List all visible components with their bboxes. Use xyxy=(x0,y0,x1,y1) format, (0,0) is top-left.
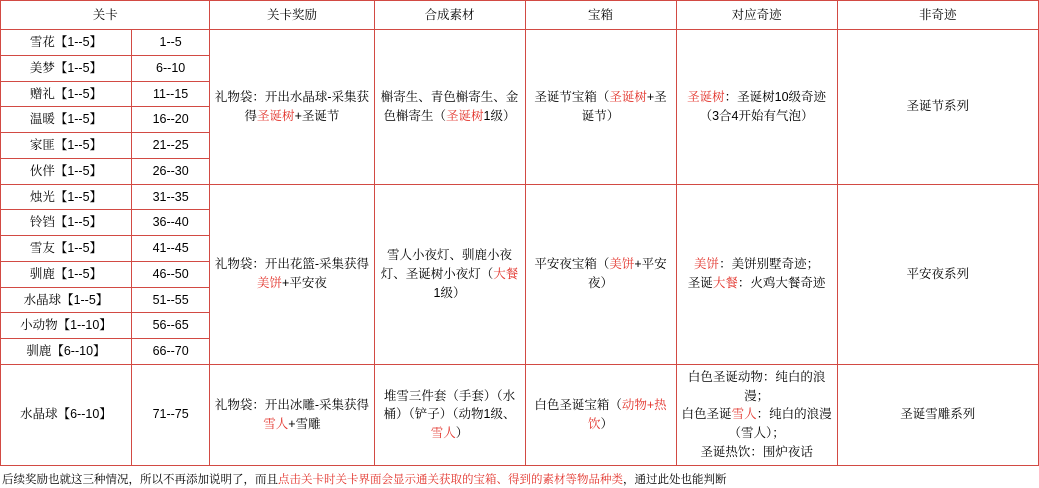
column-header-wonder: 对应奇迹 xyxy=(676,1,837,30)
chest-text-highlight: 动物+热饮 xyxy=(588,397,667,431)
cell-stage: 小动物【1--10】 xyxy=(1,313,132,339)
cell-material-group2 xyxy=(374,184,525,364)
cell-range: 31--35 xyxy=(131,184,210,210)
reward-text-post: +雪雕 xyxy=(288,416,321,431)
cell-stage: 赠礼【1--5】 xyxy=(1,81,132,107)
cell-nonwonder-group2: 平安夜系列 xyxy=(837,184,1038,364)
cell-chest-group3 xyxy=(525,364,676,465)
cell-stage: 水晶球【6--10】 xyxy=(1,364,132,465)
cell-stage: 烛光【1--5】 xyxy=(1,184,132,210)
cell-wonder-group2 xyxy=(676,184,837,364)
footnote xyxy=(0,466,1039,488)
reward-text-highlight: 美饼 xyxy=(257,276,283,291)
wonder-line xyxy=(681,368,833,406)
chest-text-pre: 平安夜宝箱（ xyxy=(534,257,610,272)
cell-stage: 家匪【1--5】 xyxy=(1,133,132,159)
cell-material-group3 xyxy=(374,364,525,465)
wonder-line-pre: 白色圣诞动物：纯白的浪漫； xyxy=(687,369,826,403)
chest-text-post: ） xyxy=(600,416,614,431)
reward-text-post: +圣诞节 xyxy=(294,108,340,123)
cell-range: 6--10 xyxy=(131,55,210,81)
footnote-post: ，通过此处也能判断 xyxy=(623,473,727,486)
wonder-line-highlight: 大餐 xyxy=(712,276,738,291)
cell-stage: 美梦【1--5】 xyxy=(1,55,132,81)
cell-stage: 雪友【1--5】 xyxy=(1,236,132,262)
wonder-line xyxy=(681,274,833,293)
material-text-post: 1级） xyxy=(433,285,466,300)
cell-reward-group2 xyxy=(210,184,374,364)
cell-wonder-group3 xyxy=(676,364,837,465)
table-row xyxy=(1,364,1039,465)
table-header xyxy=(1,1,1039,30)
table-row xyxy=(1,184,1039,210)
chest-text-post: +圣诞节） xyxy=(581,90,667,123)
cell-range: 46--50 xyxy=(131,261,210,287)
column-header-material: 合成素材 xyxy=(374,1,525,30)
chest-text-pre: 圣诞节宝箱（ xyxy=(534,90,610,104)
cell-nonwonder-group3: 圣诞雪雕系列 xyxy=(837,364,1038,465)
material-text-pre: 堆雪三件套（手套）（水桶）（铲子）（动物1级、 xyxy=(383,388,516,422)
column-header-nonwonder: 非奇迹 xyxy=(837,1,1038,30)
wonder-line-highlight: 雪人 xyxy=(731,407,757,422)
cell-range: 41--45 xyxy=(131,236,210,262)
cell-stage: 驯鹿【1--5】 xyxy=(1,261,132,287)
wonder-text: ：圣诞树10级奇迹（3合4开始有气泡） xyxy=(699,90,827,123)
reward-text-highlight: 雪人 xyxy=(263,416,289,431)
cell-range: 16--20 xyxy=(131,107,210,133)
column-header-chest: 宝箱 xyxy=(525,1,676,30)
chest-text-pre: 白色圣诞宝箱（ xyxy=(534,397,622,412)
wonder-line-pre: 圣诞 xyxy=(687,276,713,291)
cell-range: 11--15 xyxy=(131,81,210,107)
material-text-highlight: 雪人 xyxy=(430,426,456,440)
cell-range: 36--40 xyxy=(131,210,210,236)
cell-stage: 温暖【1--5】 xyxy=(1,107,132,133)
table-header-row xyxy=(1,1,1039,30)
cell-reward-group1 xyxy=(210,30,374,185)
wonder-line-text: ：美饼别墅奇迹； xyxy=(719,257,820,272)
cell-range: 26--30 xyxy=(131,158,210,184)
cell-stage: 驯鹿【6--10】 xyxy=(1,339,132,365)
footnote-highlight: 点击关卡时关卡界面会显示通关获取的宝箱、得到的素材等物品种类 xyxy=(278,473,623,486)
table-row xyxy=(1,30,1039,56)
reward-text-pre: 礼物袋：开出花篮-采集获得 xyxy=(214,257,370,272)
cell-range: 56--65 xyxy=(131,313,210,339)
cell-range: 1--5 xyxy=(131,30,210,56)
cell-stage: 伙伴【1--5】 xyxy=(1,158,132,184)
material-text-highlight: 大餐 xyxy=(493,266,519,281)
cell-stage: 铃铛【1--5】 xyxy=(1,210,132,236)
reward-text-pre: 礼物袋：开出冰雕-采集获得 xyxy=(214,397,370,412)
cell-stage: 雪花【1--5】 xyxy=(1,30,132,56)
reward-text-pre: 礼物袋：开出水晶球-采集获得 xyxy=(214,90,370,123)
material-text-post: 1级） xyxy=(483,108,516,123)
cell-range: 66--70 xyxy=(131,339,210,365)
cell-stage: 水晶球【1--5】 xyxy=(1,287,132,313)
cell-chest-group2 xyxy=(525,184,676,364)
material-text-pre: 槲寄生、青色槲寄生、金色槲寄生（ xyxy=(380,90,519,123)
table-body xyxy=(1,30,1039,466)
material-text-post: ） xyxy=(455,426,469,440)
cell-reward-group3 xyxy=(210,364,374,465)
wonder-line xyxy=(681,443,833,462)
chest-text-post: +平安夜） xyxy=(588,257,667,291)
chest-text-highlight: 圣诞树 xyxy=(609,90,647,104)
cell-range: 71--75 xyxy=(131,364,210,465)
wonder-line xyxy=(681,405,833,443)
reward-text-highlight: 圣诞树 xyxy=(257,108,295,123)
cell-chest-group1 xyxy=(525,30,676,185)
wonder-line-pre: 圣诞热饮：围炉夜话 xyxy=(700,444,813,459)
cell-range: 21--25 xyxy=(131,133,210,159)
wonder-line xyxy=(681,255,833,274)
cell-range: 51--55 xyxy=(131,287,210,313)
reward-text-post: +平安夜 xyxy=(282,276,327,291)
cell-wonder-group1 xyxy=(676,30,837,185)
wonder-line-highlight: 美饼 xyxy=(694,257,720,272)
footnote-pre: 后续奖励也就这三种情况，所以不再添加说明了，而且 xyxy=(2,473,278,486)
chest-text-highlight: 美饼 xyxy=(609,257,635,272)
wonder-text-highlight: 圣诞树 xyxy=(687,90,725,104)
wonder-line-pre: 白色圣诞 xyxy=(681,407,732,422)
column-header-reward: 关卡奖励 xyxy=(210,1,374,30)
cell-nonwonder-group1: 圣诞节系列 xyxy=(837,30,1038,185)
material-text-highlight: 圣诞树 xyxy=(446,108,484,123)
cell-material-group1 xyxy=(374,30,525,185)
wonder-line-text: ：纯白的浪漫（雪人）； xyxy=(728,407,832,440)
column-header-stage: 关卡 xyxy=(1,1,210,30)
wonder-line-text: ：火鸡大餐奇迹 xyxy=(737,276,826,291)
material-text-pre: 雪人小夜灯、驯鹿小夜灯、圣诞树小夜灯（ xyxy=(380,248,513,281)
